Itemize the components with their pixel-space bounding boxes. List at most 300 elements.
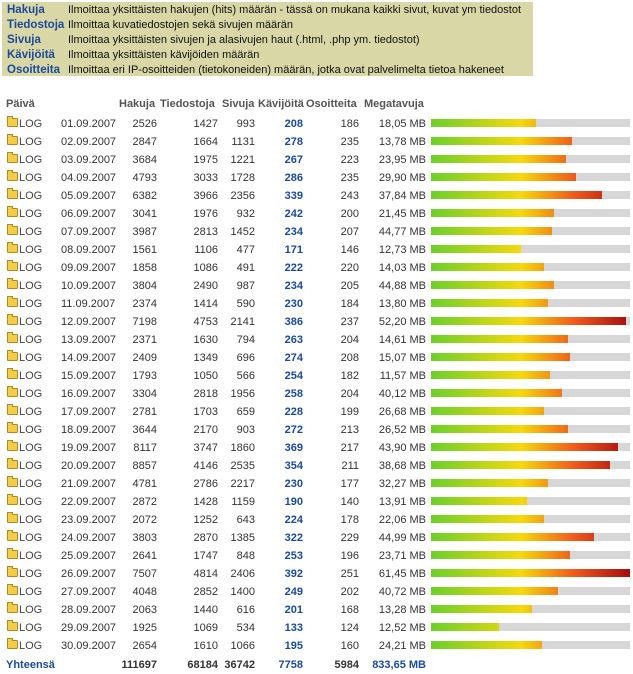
folder-icon[interactable]: [7, 370, 18, 379]
megabytes-bar: [431, 515, 630, 523]
megabytes-bar: [431, 263, 630, 271]
folder-icon[interactable]: [7, 568, 18, 577]
legend-desc: Ilmoittaa yksittäisten hakujen (hits) määrän - tässä on mukana kaikki sivut, kuvat ym tiedostot: [68, 4, 522, 16]
row-pages: 1400: [230, 586, 255, 598]
megabytes-bar-fill: [431, 515, 544, 523]
folder-icon[interactable]: [7, 496, 18, 505]
row-visits: 224: [284, 514, 303, 526]
row-mb: 32,27 MB: [378, 478, 426, 490]
row-ips: 182: [340, 370, 359, 382]
log-link[interactable]: LOG: [19, 190, 43, 202]
row-mb: 21,45 MB: [378, 208, 426, 220]
row-pages: 590: [236, 298, 255, 310]
row-pages: 1860: [230, 442, 255, 454]
table-row: [0, 457, 633, 475]
megabytes-bar-fill: [431, 317, 626, 325]
folder-icon[interactable]: [7, 316, 18, 325]
row-pages: 1066: [230, 640, 255, 652]
row-ips: 235: [340, 136, 359, 148]
row-mb: 14,61 MB: [378, 334, 426, 346]
header-visits: Kävijöitä: [258, 98, 304, 110]
row-pages: 2141: [230, 316, 255, 328]
folder-icon[interactable]: [7, 460, 18, 469]
row-pages: 477: [236, 244, 255, 256]
megabytes-bar-fill: [431, 371, 550, 379]
log-link[interactable]: LOG: [19, 244, 43, 256]
row-date: 25.09.2007: [61, 550, 117, 562]
folder-icon[interactable]: [7, 514, 18, 523]
row-date: 23.09.2007: [61, 514, 117, 526]
table-row: [0, 241, 633, 259]
row-pages: 794: [236, 334, 255, 346]
log-link[interactable]: LOG: [19, 604, 43, 616]
log-link[interactable]: LOG: [19, 442, 43, 454]
megabytes-bar: [431, 173, 630, 181]
folder-icon[interactable]: [7, 532, 18, 541]
row-ips: 211: [341, 460, 359, 472]
row-files: 1086: [193, 262, 218, 274]
folder-icon[interactable]: [7, 208, 18, 217]
megabytes-bar: [431, 533, 630, 541]
table-row: [0, 529, 633, 547]
log-link[interactable]: LOG: [19, 640, 43, 652]
log-link[interactable]: LOG: [19, 370, 43, 382]
row-ips: 223: [340, 154, 359, 166]
row-ips: 204: [340, 334, 359, 346]
table-row: [0, 421, 633, 439]
folder-icon[interactable]: [7, 352, 18, 361]
row-files: 1747: [193, 550, 218, 562]
row-ips: 205: [340, 280, 359, 292]
row-mb: 29,90 MB: [378, 172, 426, 184]
row-mb: 38,68 MB: [378, 460, 426, 472]
row-ips: 202: [340, 586, 359, 598]
folder-icon[interactable]: [7, 478, 18, 487]
row-hits: 3644: [132, 424, 157, 436]
row-pages: 696: [236, 352, 255, 364]
legend-desc: Ilmoittaa kuvatiedostojen sekä sivujen määrän: [68, 19, 294, 31]
log-link[interactable]: LOG: [19, 478, 43, 490]
row-mb: 44,99 MB: [378, 532, 426, 544]
row-pages: 616: [236, 604, 255, 616]
megabytes-bar: [431, 119, 630, 127]
folder-icon[interactable]: [7, 190, 18, 199]
row-date: 05.09.2007: [61, 190, 117, 202]
row-ips: 146: [340, 244, 359, 256]
row-ips: 186: [340, 118, 359, 130]
row-mb: 26,52 MB: [378, 424, 426, 436]
table-row: [0, 439, 633, 457]
megabytes-bar-fill: [431, 209, 554, 217]
row-date: 08.09.2007: [61, 244, 117, 256]
row-hits: 1793: [132, 370, 157, 382]
row-ips: 199: [340, 406, 359, 418]
megabytes-bar-fill: [431, 227, 552, 235]
megabytes-bar: [431, 191, 630, 199]
log-link[interactable]: LOG: [19, 496, 43, 508]
folder-icon[interactable]: [7, 262, 18, 271]
row-pages: 932: [236, 208, 255, 220]
table-row: [0, 259, 633, 277]
row-files: 1349: [193, 352, 218, 364]
megabytes-bar-fill: [431, 497, 527, 505]
header-mb: Megatavuja: [364, 98, 424, 110]
log-link[interactable]: LOG: [19, 460, 43, 472]
row-hits: 3304: [132, 388, 157, 400]
log-link[interactable]: LOG: [19, 550, 43, 562]
row-visits: 322: [284, 532, 303, 544]
row-files: 1427: [193, 118, 218, 130]
row-mb: 11,57 MB: [379, 370, 426, 382]
folder-icon[interactable]: [7, 640, 18, 649]
row-pages: 2406: [230, 568, 255, 580]
table-row: [0, 565, 633, 583]
log-link[interactable]: LOG: [19, 424, 43, 436]
row-files: 2813: [193, 226, 218, 238]
megabytes-bar: [431, 407, 630, 415]
row-date: 04.09.2007: [61, 172, 117, 184]
row-visits: 249: [284, 586, 303, 598]
row-visits: 228: [284, 406, 303, 418]
log-link[interactable]: LOG: [19, 226, 43, 238]
row-visits: 274: [284, 352, 303, 364]
table-row: [0, 493, 633, 511]
megabytes-bar: [431, 245, 630, 253]
row-ips: 217: [340, 442, 359, 454]
row-pages: 1956: [230, 388, 255, 400]
megabytes-bar-fill: [431, 605, 532, 613]
folder-icon[interactable]: [7, 442, 18, 451]
megabytes-bar-fill: [431, 191, 602, 199]
row-ips: 251: [340, 568, 359, 580]
folder-icon[interactable]: [7, 586, 18, 595]
row-date: 09.09.2007: [61, 262, 117, 274]
row-date: 14.09.2007: [61, 352, 117, 364]
row-date: 17.09.2007: [61, 406, 117, 418]
row-date: 12.09.2007: [61, 316, 117, 328]
table-row: [0, 385, 633, 403]
table-row: [0, 403, 633, 421]
log-link[interactable]: LOG: [19, 316, 43, 328]
log-link[interactable]: LOG: [19, 586, 43, 598]
totals-row: [0, 657, 633, 674]
row-date: 18.09.2007: [61, 424, 117, 436]
row-date: 06.09.2007: [61, 208, 117, 220]
row-pages: 2535: [230, 460, 255, 472]
row-hits: 2371: [132, 334, 157, 346]
row-files: 2786: [193, 478, 218, 490]
megabytes-bar-fill: [431, 137, 572, 145]
megabytes-bar: [431, 641, 630, 649]
row-ips: 204: [340, 388, 359, 400]
megabytes-bar: [431, 335, 630, 343]
row-date: 11.09.2007: [61, 298, 116, 310]
row-pages: 1452: [230, 226, 255, 238]
megabytes-bar: [431, 371, 630, 379]
megabytes-bar: [431, 209, 630, 217]
row-ips: 178: [340, 514, 359, 526]
table-row: [0, 205, 633, 223]
log-link[interactable]: LOG: [19, 334, 43, 346]
row-mb: 14,03 MB: [378, 262, 426, 274]
megabytes-bar-fill: [431, 353, 570, 361]
row-visits: 354: [284, 460, 303, 472]
row-mb: 40,72 MB: [378, 586, 426, 598]
row-ips: 196: [340, 550, 359, 562]
folder-icon[interactable]: [7, 334, 18, 343]
megabytes-bar-fill: [431, 155, 566, 163]
row-pages: 1728: [230, 172, 255, 184]
row-ips: 124: [340, 622, 359, 634]
row-visits: 190: [284, 496, 303, 508]
row-ips: 160: [340, 640, 359, 652]
totals-label: Yhteensä: [6, 659, 55, 671]
megabytes-bar: [431, 497, 630, 505]
row-pages: 2356: [230, 190, 255, 202]
row-hits: 3803: [132, 532, 157, 544]
table-row: [0, 511, 633, 529]
row-date: 01.09.2007: [61, 118, 117, 130]
table-row: [0, 223, 633, 241]
log-link[interactable]: LOG: [19, 622, 43, 634]
log-link[interactable]: LOG: [19, 154, 43, 166]
row-date: 02.09.2007: [61, 136, 117, 148]
table-row: [0, 583, 633, 601]
megabytes-bar-fill: [431, 299, 548, 307]
legend-term: Osoitteita: [7, 64, 61, 76]
table-row: [0, 187, 633, 205]
folder-icon[interactable]: [7, 280, 18, 289]
table-row: [0, 367, 633, 385]
row-visits: 195: [284, 640, 303, 652]
megabytes-bar-fill: [431, 479, 548, 487]
megabytes-bar-fill: [431, 587, 558, 595]
folder-icon[interactable]: [7, 172, 18, 181]
megabytes-bar-fill: [431, 425, 568, 433]
totals-ips: 5984: [334, 659, 359, 671]
folder-icon[interactable]: [7, 622, 18, 631]
row-date: 26.09.2007: [61, 568, 117, 580]
megabytes-bar: [431, 281, 630, 289]
row-date: 20.09.2007: [61, 460, 117, 472]
folder-icon[interactable]: [7, 604, 18, 613]
row-hits: 3041: [132, 208, 157, 220]
row-hits: 1925: [132, 622, 157, 634]
row-mb: 26,68 MB: [378, 406, 426, 418]
log-link[interactable]: LOG: [19, 118, 43, 130]
log-link[interactable]: LOG: [19, 208, 43, 220]
row-visits: 133: [284, 622, 303, 634]
folder-icon[interactable]: [7, 226, 18, 235]
row-files: 1440: [193, 604, 218, 616]
row-pages: 993: [236, 118, 255, 130]
legend-term: Kävijöitä: [7, 49, 55, 61]
row-files: 1630: [193, 334, 218, 346]
row-files: 2490: [193, 280, 218, 292]
row-files: 4146: [193, 460, 218, 472]
row-ips: 177: [340, 478, 359, 490]
row-ips: 184: [340, 298, 359, 310]
row-visits: 369: [284, 442, 303, 454]
row-files: 1976: [193, 208, 218, 220]
row-pages: 903: [236, 424, 255, 436]
totals-hits: 111697: [121, 659, 157, 671]
row-date: 07.09.2007: [61, 226, 117, 238]
folder-icon[interactable]: [7, 298, 18, 307]
megabytes-bar: [431, 389, 630, 397]
megabytes-bar-fill: [431, 173, 576, 181]
header-ips: Osoitteita: [306, 98, 357, 110]
row-hits: 8857: [132, 460, 157, 472]
megabytes-bar-fill: [431, 263, 544, 271]
megabytes-bar-fill: [431, 569, 630, 577]
megabytes-bar: [431, 137, 630, 145]
row-visits: 286: [284, 172, 303, 184]
megabytes-bar-fill: [431, 443, 618, 451]
row-pages: 1131: [231, 136, 255, 148]
megabytes-bar-fill: [431, 335, 568, 343]
row-ips: 207: [340, 226, 359, 238]
row-files: 1428: [193, 496, 218, 508]
row-mb: 23,95 MB: [378, 154, 426, 166]
folder-icon[interactable]: [7, 406, 18, 415]
table-row: [0, 331, 633, 349]
row-files: 1703: [193, 406, 218, 418]
header-pages: Sivuja: [222, 98, 255, 110]
row-visits: 339: [284, 190, 303, 202]
row-hits: 2641: [132, 550, 157, 562]
folder-icon[interactable]: [7, 118, 18, 127]
row-files: 2170: [193, 424, 218, 436]
megabytes-bar: [431, 587, 630, 595]
table-row: [0, 547, 633, 565]
table-row: [0, 349, 633, 367]
folder-icon[interactable]: [7, 136, 18, 145]
row-pages: 1159: [231, 496, 255, 508]
row-hits: 7198: [132, 316, 157, 328]
row-files: 2818: [193, 388, 218, 400]
log-link[interactable]: LOG: [19, 280, 43, 292]
log-link[interactable]: LOG: [19, 352, 43, 364]
header-hits: Hakuja: [119, 98, 156, 110]
row-mb: 18,05 MB: [378, 118, 426, 130]
megabytes-bar: [431, 623, 630, 631]
log-link[interactable]: LOG: [19, 298, 43, 310]
row-visits: 234: [284, 226, 303, 238]
row-files: 2870: [193, 532, 218, 544]
row-ips: 140: [340, 496, 359, 508]
folder-icon[interactable]: [7, 424, 18, 433]
row-ips: 220: [340, 262, 359, 274]
row-visits: 171: [284, 244, 303, 256]
row-hits: 2781: [132, 406, 157, 418]
row-pages: 491: [236, 262, 255, 274]
row-visits: 272: [284, 424, 303, 436]
row-mb: 24,21 MB: [378, 640, 426, 652]
totals-mb: 833,65 MB: [372, 659, 426, 671]
row-ips: 213: [340, 424, 359, 436]
legend-desc: Ilmoittaa yksittäisten sivujen ja alasivujen haut (.html, .php ym. tiedostot): [68, 34, 420, 46]
folder-icon[interactable]: [7, 550, 18, 559]
log-link[interactable]: LOG: [19, 262, 43, 274]
legend-desc: Ilmoittaa eri IP-osoitteiden (tietokoneiden) määrän, jotka ovat palvelimelta tietoa hakeneet: [68, 64, 504, 76]
megabytes-bar-fill: [431, 407, 544, 415]
megabytes-bar: [431, 227, 630, 235]
log-link[interactable]: LOG: [19, 514, 43, 526]
row-files: 1664: [193, 136, 218, 148]
row-visits: 386: [284, 316, 303, 328]
row-date: 15.09.2007: [61, 370, 117, 382]
row-date: 16.09.2007: [61, 388, 117, 400]
log-link[interactable]: LOG: [19, 406, 43, 418]
row-pages: 534: [236, 622, 255, 634]
row-date: 30.09.2007: [61, 640, 117, 652]
table-row: [0, 277, 633, 295]
row-mb: 13,80 MB: [378, 298, 426, 310]
row-date: 13.09.2007: [61, 334, 117, 346]
megabytes-bar-fill: [431, 119, 536, 127]
megabytes-bar-fill: [431, 389, 562, 397]
log-link[interactable]: LOG: [19, 136, 43, 148]
row-date: 22.09.2007: [61, 496, 117, 508]
log-link[interactable]: LOG: [19, 172, 43, 184]
row-hits: 1858: [132, 262, 157, 274]
row-hits: 1561: [132, 244, 157, 256]
totals-visits: 7758: [278, 659, 303, 671]
row-ips: 237: [340, 316, 359, 328]
row-mb: 12,73 MB: [378, 244, 426, 256]
table-row: [0, 619, 633, 637]
row-visits: 253: [284, 550, 303, 562]
log-link[interactable]: LOG: [19, 388, 43, 400]
row-hits: 2872: [132, 496, 157, 508]
log-link[interactable]: LOG: [19, 532, 43, 544]
row-visits: 230: [284, 298, 303, 310]
row-hits: 2072: [132, 514, 157, 526]
row-pages: 643: [236, 514, 255, 526]
log-link[interactable]: LOG: [19, 568, 43, 580]
megabytes-bar-fill: [431, 641, 542, 649]
row-files: 2852: [193, 586, 218, 598]
row-visits: 242: [284, 208, 303, 220]
row-date: 21.09.2007: [61, 478, 117, 490]
totals-pages: 36742: [224, 659, 255, 671]
row-visits: 392: [284, 568, 303, 580]
row-mb: 23,71 MB: [378, 550, 426, 562]
row-files: 1610: [193, 640, 218, 652]
row-hits: 2526: [132, 118, 157, 130]
row-visits: 234: [284, 280, 303, 292]
row-pages: 1221: [230, 154, 255, 166]
megabytes-bar: [431, 425, 630, 433]
folder-icon[interactable]: [7, 154, 18, 163]
row-date: 24.09.2007: [61, 532, 117, 544]
table-row: [0, 151, 633, 169]
megabytes-bar-fill: [431, 461, 610, 469]
row-files: 3033: [193, 172, 218, 184]
row-date: 28.09.2007: [61, 604, 117, 616]
row-mb: 22,06 MB: [378, 514, 426, 526]
row-pages: 987: [236, 280, 255, 292]
row-pages: 848: [236, 550, 255, 562]
row-hits: 3987: [132, 226, 157, 238]
row-date: 27.09.2007: [61, 586, 117, 598]
row-files: 3747: [193, 442, 218, 454]
folder-icon[interactable]: [7, 388, 18, 397]
row-files: 3966: [193, 190, 218, 202]
table-row: [0, 601, 633, 619]
folder-icon[interactable]: [7, 244, 18, 253]
